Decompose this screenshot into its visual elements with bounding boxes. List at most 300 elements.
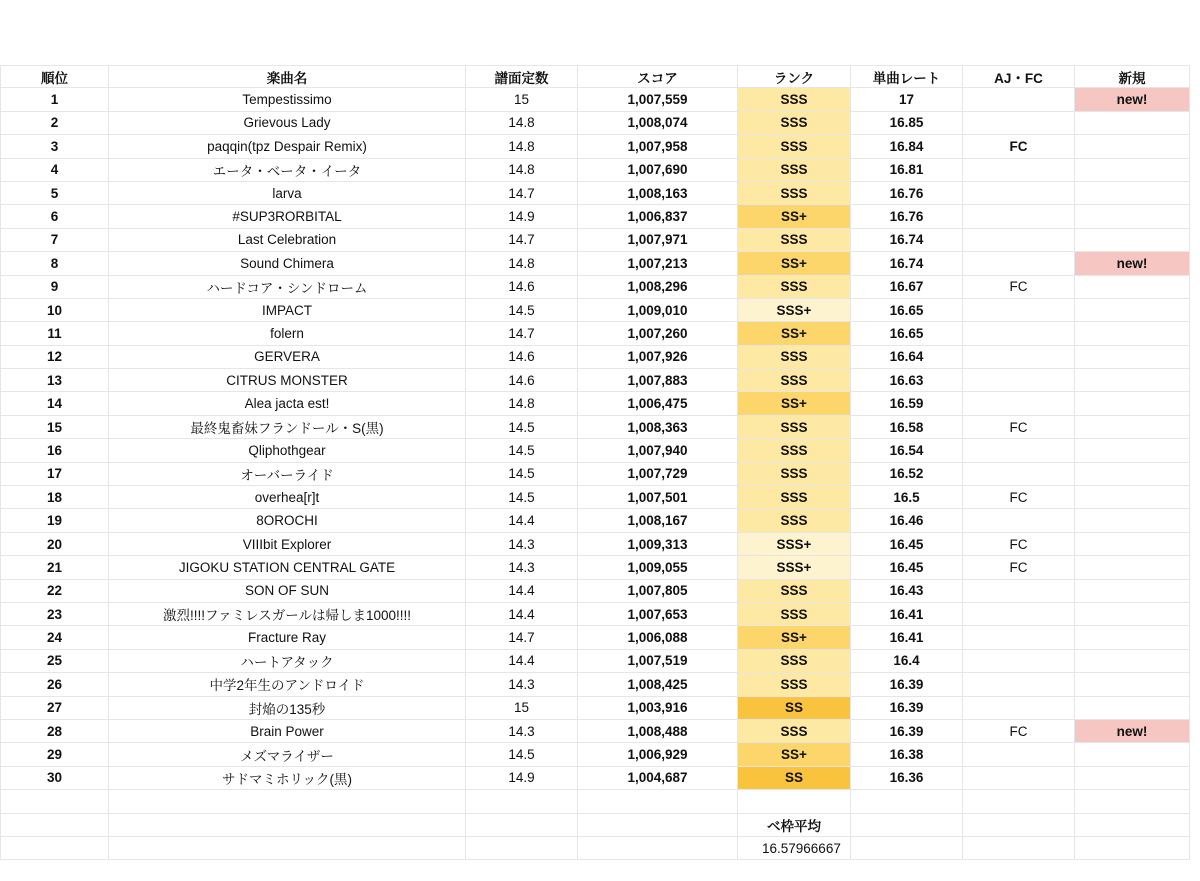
- ajfc-cell[interactable]: FC: [963, 486, 1075, 509]
- grade-cell[interactable]: SSS+: [738, 299, 851, 322]
- ajfc-cell[interactable]: [963, 673, 1075, 696]
- rank-cell[interactable]: 27: [0, 697, 109, 720]
- new-cell[interactable]: [1075, 767, 1190, 790]
- rank-cell[interactable]: 29: [0, 743, 109, 766]
- header-ajfc[interactable]: AJ・FC: [963, 65, 1075, 88]
- grade-cell[interactable]: SSS: [738, 182, 851, 205]
- cell[interactable]: [109, 790, 466, 813]
- constant-cell[interactable]: 14.6: [466, 346, 578, 369]
- header-new[interactable]: 新規: [1075, 65, 1190, 88]
- grade-cell[interactable]: SSS: [738, 159, 851, 182]
- ajfc-cell[interactable]: [963, 392, 1075, 415]
- cell[interactable]: [578, 814, 738, 837]
- constant-cell[interactable]: 14.7: [466, 182, 578, 205]
- rank-cell[interactable]: 26: [0, 673, 109, 696]
- new-cell[interactable]: [1075, 369, 1190, 392]
- new-cell[interactable]: [1075, 556, 1190, 579]
- table-row: [0, 509, 1190, 532]
- table-row: [0, 626, 1190, 649]
- table-row: [0, 205, 1190, 228]
- rate-cell[interactable]: 16.81: [851, 159, 963, 182]
- constant-cell[interactable]: 14.5: [466, 299, 578, 322]
- score-cell[interactable]: 1,007,690: [578, 159, 738, 182]
- title-cell[interactable]: folern: [109, 322, 466, 345]
- rate-cell[interactable]: 16.39: [851, 720, 963, 743]
- score-cell[interactable]: 1,009,055: [578, 556, 738, 579]
- grade-cell[interactable]: SSS: [738, 416, 851, 439]
- title-cell[interactable]: GERVERA: [109, 346, 466, 369]
- new-cell[interactable]: new!: [1075, 720, 1190, 743]
- new-cell[interactable]: [1075, 463, 1190, 486]
- score-cell[interactable]: 1,008,488: [578, 720, 738, 743]
- ajfc-cell[interactable]: FC: [963, 720, 1075, 743]
- rank-cell[interactable]: 11: [0, 322, 109, 345]
- ajfc-cell[interactable]: [963, 322, 1075, 345]
- ajfc-cell[interactable]: [963, 650, 1075, 673]
- new-cell[interactable]: [1075, 580, 1190, 603]
- grade-cell[interactable]: SSS: [738, 720, 851, 743]
- rate-cell[interactable]: 16.38: [851, 743, 963, 766]
- cell[interactable]: [1075, 814, 1190, 837]
- new-cell[interactable]: [1075, 135, 1190, 158]
- title-cell[interactable]: Alea jacta est!: [109, 392, 466, 415]
- grade-cell[interactable]: SSS: [738, 650, 851, 673]
- score-cell[interactable]: 1,008,074: [578, 112, 738, 135]
- new-cell[interactable]: [1075, 486, 1190, 509]
- ajfc-cell[interactable]: [963, 697, 1075, 720]
- rank-cell[interactable]: 9: [0, 276, 109, 299]
- rate-cell[interactable]: 17: [851, 88, 963, 111]
- cell[interactable]: [109, 837, 466, 860]
- constant-cell[interactable]: 14.8: [466, 135, 578, 158]
- score-cell[interactable]: 1,007,213: [578, 252, 738, 275]
- rate-cell[interactable]: 16.63: [851, 369, 963, 392]
- average-label-row: [0, 814, 1190, 837]
- table-row: [0, 533, 1190, 556]
- ajfc-cell[interactable]: [963, 112, 1075, 135]
- score-cell[interactable]: 1,004,687: [578, 767, 738, 790]
- cell[interactable]: [466, 814, 578, 837]
- title-cell[interactable]: サドマミホリック(黒): [109, 767, 466, 790]
- ajfc-cell[interactable]: FC: [963, 533, 1075, 556]
- rank-cell[interactable]: 23: [0, 603, 109, 626]
- grade-cell[interactable]: SSS: [738, 346, 851, 369]
- rank-cell[interactable]: 18: [0, 486, 109, 509]
- rate-cell[interactable]: 16.45: [851, 556, 963, 579]
- new-cell[interactable]: [1075, 205, 1190, 228]
- grade-cell[interactable]: SSS: [738, 509, 851, 532]
- spreadsheet: [0, 65, 1190, 860]
- new-cell[interactable]: [1075, 626, 1190, 649]
- new-cell[interactable]: [1075, 322, 1190, 345]
- rate-cell[interactable]: 16.41: [851, 626, 963, 649]
- table-row: [0, 88, 1190, 111]
- new-cell[interactable]: new!: [1075, 252, 1190, 275]
- table-row: [0, 182, 1190, 205]
- constant-cell[interactable]: 14.3: [466, 533, 578, 556]
- new-cell[interactable]: [1075, 392, 1190, 415]
- rank-cell[interactable]: 24: [0, 626, 109, 649]
- cell[interactable]: [578, 790, 738, 813]
- ajfc-cell[interactable]: [963, 299, 1075, 322]
- rate-cell[interactable]: 16.74: [851, 252, 963, 275]
- table-row: [0, 135, 1190, 158]
- constant-cell[interactable]: 14.7: [466, 229, 578, 252]
- grade-cell[interactable]: SS+: [738, 205, 851, 228]
- title-cell[interactable]: メズマライザー: [109, 743, 466, 766]
- title-cell[interactable]: Qliphothgear: [109, 439, 466, 462]
- rate-cell[interactable]: 16.46: [851, 509, 963, 532]
- rate-cell[interactable]: 16.64: [851, 346, 963, 369]
- rank-cell[interactable]: 3: [0, 135, 109, 158]
- rank-cell[interactable]: 30: [0, 767, 109, 790]
- title-cell[interactable]: ハードコア・シンドローム: [109, 276, 466, 299]
- rank-cell[interactable]: 15: [0, 416, 109, 439]
- new-cell[interactable]: [1075, 650, 1190, 673]
- grade-cell[interactable]: SSS: [738, 486, 851, 509]
- cell[interactable]: [851, 837, 963, 860]
- score-cell[interactable]: 1,008,425: [578, 673, 738, 696]
- grade-cell[interactable]: SSS: [738, 369, 851, 392]
- average-label[interactable]: ベ枠平均: [738, 814, 851, 837]
- cell[interactable]: [1075, 790, 1190, 813]
- rate-cell[interactable]: 16.52: [851, 463, 963, 486]
- new-cell[interactable]: [1075, 299, 1190, 322]
- constant-cell[interactable]: 14.4: [466, 603, 578, 626]
- constant-cell[interactable]: 14.8: [466, 159, 578, 182]
- title-cell[interactable]: VIIIbit Explorer: [109, 533, 466, 556]
- new-cell[interactable]: [1075, 182, 1190, 205]
- header-rank[interactable]: 順位: [0, 65, 109, 88]
- rate-cell[interactable]: 16.39: [851, 697, 963, 720]
- rate-cell[interactable]: 16.74: [851, 229, 963, 252]
- new-cell[interactable]: [1075, 743, 1190, 766]
- score-cell[interactable]: 1,006,475: [578, 392, 738, 415]
- ajfc-cell[interactable]: [963, 205, 1075, 228]
- constant-cell[interactable]: 14.3: [466, 720, 578, 743]
- title-cell[interactable]: Brain Power: [109, 720, 466, 743]
- constant-cell[interactable]: 14.7: [466, 626, 578, 649]
- grade-cell[interactable]: SSS: [738, 88, 851, 111]
- ajfc-cell[interactable]: [963, 743, 1075, 766]
- grade-cell[interactable]: SS+: [738, 392, 851, 415]
- rank-cell[interactable]: 16: [0, 439, 109, 462]
- cell[interactable]: [851, 790, 963, 813]
- table-row: [0, 392, 1190, 415]
- score-cell[interactable]: 1,009,313: [578, 533, 738, 556]
- rank-cell[interactable]: 8: [0, 252, 109, 275]
- table-row: [0, 299, 1190, 322]
- rank-cell[interactable]: 1: [0, 88, 109, 111]
- score-cell[interactable]: 1,007,260: [578, 322, 738, 345]
- score-cell[interactable]: 1,007,883: [578, 369, 738, 392]
- title-cell[interactable]: 8OROCHI: [109, 509, 466, 532]
- score-cell[interactable]: 1,007,805: [578, 580, 738, 603]
- constant-cell[interactable]: 14.5: [466, 743, 578, 766]
- ajfc-cell[interactable]: [963, 229, 1075, 252]
- table-row: [0, 556, 1190, 579]
- title-cell[interactable]: JIGOKU STATION CENTRAL GATE: [109, 556, 466, 579]
- rate-cell[interactable]: 16.39: [851, 673, 963, 696]
- grade-cell[interactable]: SSS: [738, 112, 851, 135]
- score-cell[interactable]: 1,007,559: [578, 88, 738, 111]
- constant-cell[interactable]: 14.5: [466, 439, 578, 462]
- score-cell[interactable]: 1,007,501: [578, 486, 738, 509]
- rank-cell[interactable]: 4: [0, 159, 109, 182]
- ajfc-cell[interactable]: [963, 509, 1075, 532]
- new-cell[interactable]: [1075, 439, 1190, 462]
- title-cell[interactable]: オーバーライド: [109, 463, 466, 486]
- rank-cell[interactable]: 14: [0, 392, 109, 415]
- constant-cell[interactable]: 14.5: [466, 486, 578, 509]
- constant-cell[interactable]: 14.5: [466, 416, 578, 439]
- score-cell[interactable]: 1,006,929: [578, 743, 738, 766]
- title-cell[interactable]: paqqin(tpz Despair Remix): [109, 135, 466, 158]
- grade-cell[interactable]: SSS+: [738, 533, 851, 556]
- title-cell[interactable]: 中学2年生のアンドロイド: [109, 673, 466, 696]
- title-cell[interactable]: Sound Chimera: [109, 252, 466, 275]
- score-cell[interactable]: 1,007,519: [578, 650, 738, 673]
- table-row: [0, 720, 1190, 743]
- title-cell[interactable]: IMPACT: [109, 299, 466, 322]
- grade-cell[interactable]: SS+: [738, 322, 851, 345]
- title-cell[interactable]: Grievous Lady: [109, 112, 466, 135]
- title-cell[interactable]: ハートアタック: [109, 650, 466, 673]
- rate-cell[interactable]: 16.85: [851, 112, 963, 135]
- grade-cell[interactable]: SS: [738, 767, 851, 790]
- title-cell[interactable]: larva: [109, 182, 466, 205]
- title-cell[interactable]: CITRUS MONSTER: [109, 369, 466, 392]
- score-cell[interactable]: 1,008,296: [578, 276, 738, 299]
- rank-cell[interactable]: 20: [0, 533, 109, 556]
- rank-cell[interactable]: 25: [0, 650, 109, 673]
- average-value-row: [0, 837, 1190, 860]
- average-value[interactable]: 16.57966667: [738, 837, 851, 860]
- title-cell[interactable]: エータ・ベータ・イータ: [109, 159, 466, 182]
- ajfc-cell[interactable]: [963, 88, 1075, 111]
- title-cell[interactable]: overhea[r]t: [109, 486, 466, 509]
- score-cell[interactable]: 1,006,837: [578, 205, 738, 228]
- grade-cell[interactable]: SS: [738, 697, 851, 720]
- constant-cell[interactable]: 14.8: [466, 252, 578, 275]
- table-row: [0, 650, 1190, 673]
- title-cell[interactable]: 激烈!!!!ファミレスガールは帰しま1000!!!!: [109, 603, 466, 626]
- rate-cell[interactable]: 16.84: [851, 135, 963, 158]
- rank-cell[interactable]: 2: [0, 112, 109, 135]
- rate-cell[interactable]: 16.5: [851, 486, 963, 509]
- rate-cell[interactable]: 16.65: [851, 299, 963, 322]
- grade-cell[interactable]: SSS+: [738, 556, 851, 579]
- score-cell[interactable]: 1,008,363: [578, 416, 738, 439]
- constant-cell[interactable]: 14.6: [466, 276, 578, 299]
- header-title[interactable]: 楽曲名: [109, 65, 466, 88]
- cell[interactable]: [963, 790, 1075, 813]
- rate-cell[interactable]: 16.54: [851, 439, 963, 462]
- rank-cell[interactable]: 6: [0, 205, 109, 228]
- ajfc-cell[interactable]: [963, 463, 1075, 486]
- rate-cell[interactable]: 16.45: [851, 533, 963, 556]
- score-cell[interactable]: 1,007,926: [578, 346, 738, 369]
- ajfc-cell[interactable]: [963, 603, 1075, 626]
- rank-cell[interactable]: 5: [0, 182, 109, 205]
- score-cell[interactable]: 1,008,163: [578, 182, 738, 205]
- title-cell[interactable]: 封焔の135秒: [109, 697, 466, 720]
- rate-cell[interactable]: 16.36: [851, 767, 963, 790]
- cell[interactable]: [0, 790, 109, 813]
- table-row: [0, 322, 1190, 345]
- constant-cell[interactable]: 14.5: [466, 463, 578, 486]
- cell[interactable]: [0, 814, 109, 837]
- rank-cell[interactable]: 12: [0, 346, 109, 369]
- table-row: [0, 439, 1190, 462]
- title-cell[interactable]: Fracture Ray: [109, 626, 466, 649]
- rate-cell[interactable]: 16.65: [851, 322, 963, 345]
- blank-row: [0, 790, 1190, 813]
- new-cell[interactable]: [1075, 346, 1190, 369]
- constant-cell[interactable]: 15: [466, 88, 578, 111]
- rank-cell[interactable]: 17: [0, 463, 109, 486]
- score-cell[interactable]: 1,007,729: [578, 463, 738, 486]
- cell[interactable]: [851, 814, 963, 837]
- ajfc-cell[interactable]: [963, 182, 1075, 205]
- rate-cell[interactable]: 16.4: [851, 650, 963, 673]
- rank-cell[interactable]: 19: [0, 509, 109, 532]
- ajfc-cell[interactable]: FC: [963, 556, 1075, 579]
- table-row: [0, 697, 1190, 720]
- header-constant[interactable]: 譜面定数: [466, 65, 578, 88]
- new-cell[interactable]: [1075, 159, 1190, 182]
- new-cell[interactable]: [1075, 603, 1190, 626]
- header-rate[interactable]: 単曲レート: [851, 65, 963, 88]
- table-row: [0, 346, 1190, 369]
- rate-cell[interactable]: 16.58: [851, 416, 963, 439]
- grade-cell[interactable]: SSS: [738, 673, 851, 696]
- rank-cell[interactable]: 7: [0, 229, 109, 252]
- grade-cell[interactable]: SSS: [738, 276, 851, 299]
- new-cell[interactable]: [1075, 276, 1190, 299]
- table-row: [0, 743, 1190, 766]
- grade-cell[interactable]: SSS: [738, 135, 851, 158]
- ajfc-cell[interactable]: FC: [963, 135, 1075, 158]
- constant-cell[interactable]: 14.6: [466, 369, 578, 392]
- ajfc-cell[interactable]: [963, 439, 1075, 462]
- grade-cell[interactable]: SSS: [738, 439, 851, 462]
- constant-cell[interactable]: 14.4: [466, 580, 578, 603]
- rate-cell[interactable]: 16.59: [851, 392, 963, 415]
- header-grade[interactable]: ランク: [738, 65, 851, 88]
- title-cell[interactable]: SON OF SUN: [109, 580, 466, 603]
- rank-cell[interactable]: 22: [0, 580, 109, 603]
- ajfc-cell[interactable]: [963, 767, 1075, 790]
- ajfc-cell[interactable]: [963, 346, 1075, 369]
- ajfc-cell[interactable]: FC: [963, 416, 1075, 439]
- title-cell[interactable]: Tempestissimo: [109, 88, 466, 111]
- rank-cell[interactable]: 13: [0, 369, 109, 392]
- rank-cell[interactable]: 21: [0, 556, 109, 579]
- constant-cell[interactable]: 14.4: [466, 650, 578, 673]
- score-cell[interactable]: 1,008,167: [578, 509, 738, 532]
- rank-cell[interactable]: 28: [0, 720, 109, 743]
- rate-cell[interactable]: 16.76: [851, 205, 963, 228]
- score-cell[interactable]: 1,003,916: [578, 697, 738, 720]
- header-score[interactable]: スコア: [578, 65, 738, 88]
- constant-cell[interactable]: 14.7: [466, 322, 578, 345]
- grade-cell[interactable]: SS+: [738, 252, 851, 275]
- cell[interactable]: [466, 837, 578, 860]
- score-cell[interactable]: 1,007,940: [578, 439, 738, 462]
- new-cell[interactable]: new!: [1075, 88, 1190, 111]
- new-cell[interactable]: [1075, 673, 1190, 696]
- constant-cell[interactable]: 14.4: [466, 509, 578, 532]
- score-cell[interactable]: 1,007,653: [578, 603, 738, 626]
- constant-cell[interactable]: 14.9: [466, 205, 578, 228]
- ajfc-cell[interactable]: [963, 626, 1075, 649]
- new-cell[interactable]: [1075, 416, 1190, 439]
- new-cell[interactable]: [1075, 229, 1190, 252]
- score-cell[interactable]: 1,009,010: [578, 299, 738, 322]
- constant-cell[interactable]: 14.8: [466, 112, 578, 135]
- new-cell[interactable]: [1075, 697, 1190, 720]
- score-cell[interactable]: 1,006,088: [578, 626, 738, 649]
- rate-cell[interactable]: 16.76: [851, 182, 963, 205]
- grade-cell[interactable]: SSS: [738, 229, 851, 252]
- constant-cell[interactable]: 14.8: [466, 392, 578, 415]
- constant-cell[interactable]: 15: [466, 697, 578, 720]
- rate-cell[interactable]: 16.67: [851, 276, 963, 299]
- new-cell[interactable]: [1075, 112, 1190, 135]
- constant-cell[interactable]: 14.3: [466, 556, 578, 579]
- table-row: [0, 416, 1190, 439]
- cell[interactable]: [1075, 837, 1190, 860]
- cell[interactable]: [963, 837, 1075, 860]
- rate-cell[interactable]: 16.43: [851, 580, 963, 603]
- table-row: [0, 229, 1190, 252]
- cell[interactable]: [578, 837, 738, 860]
- ajfc-cell[interactable]: [963, 159, 1075, 182]
- score-cell[interactable]: 1,007,958: [578, 135, 738, 158]
- new-cell[interactable]: [1075, 509, 1190, 532]
- ajfc-cell[interactable]: [963, 580, 1075, 603]
- score-cell[interactable]: 1,007,971: [578, 229, 738, 252]
- grade-cell[interactable]: SSS: [738, 463, 851, 486]
- constant-cell[interactable]: 14.9: [466, 767, 578, 790]
- table-row: [0, 369, 1190, 392]
- ajfc-cell[interactable]: FC: [963, 276, 1075, 299]
- grade-cell[interactable]: SS+: [738, 743, 851, 766]
- grade-cell[interactable]: SS+: [738, 626, 851, 649]
- table-row: [0, 580, 1190, 603]
- table-row: [0, 767, 1190, 790]
- title-cell[interactable]: #SUP3RORBITAL: [109, 205, 466, 228]
- title-cell[interactable]: Last Celebration: [109, 229, 466, 252]
- cell[interactable]: [466, 790, 578, 813]
- cell[interactable]: [738, 790, 851, 813]
- constant-cell[interactable]: 14.3: [466, 673, 578, 696]
- grade-cell[interactable]: SSS: [738, 603, 851, 626]
- ajfc-cell[interactable]: [963, 369, 1075, 392]
- rank-cell[interactable]: 10: [0, 299, 109, 322]
- new-cell[interactable]: [1075, 533, 1190, 556]
- table-row: [0, 673, 1190, 696]
- header-row: [0, 65, 1190, 88]
- grade-cell[interactable]: SSS: [738, 580, 851, 603]
- cell[interactable]: [0, 837, 109, 860]
- cell[interactable]: [109, 814, 466, 837]
- cell[interactable]: [963, 814, 1075, 837]
- title-cell[interactable]: 最終鬼畜妹フランドール・S(黒): [109, 416, 466, 439]
- rate-cell[interactable]: 16.41: [851, 603, 963, 626]
- ajfc-cell[interactable]: [963, 252, 1075, 275]
